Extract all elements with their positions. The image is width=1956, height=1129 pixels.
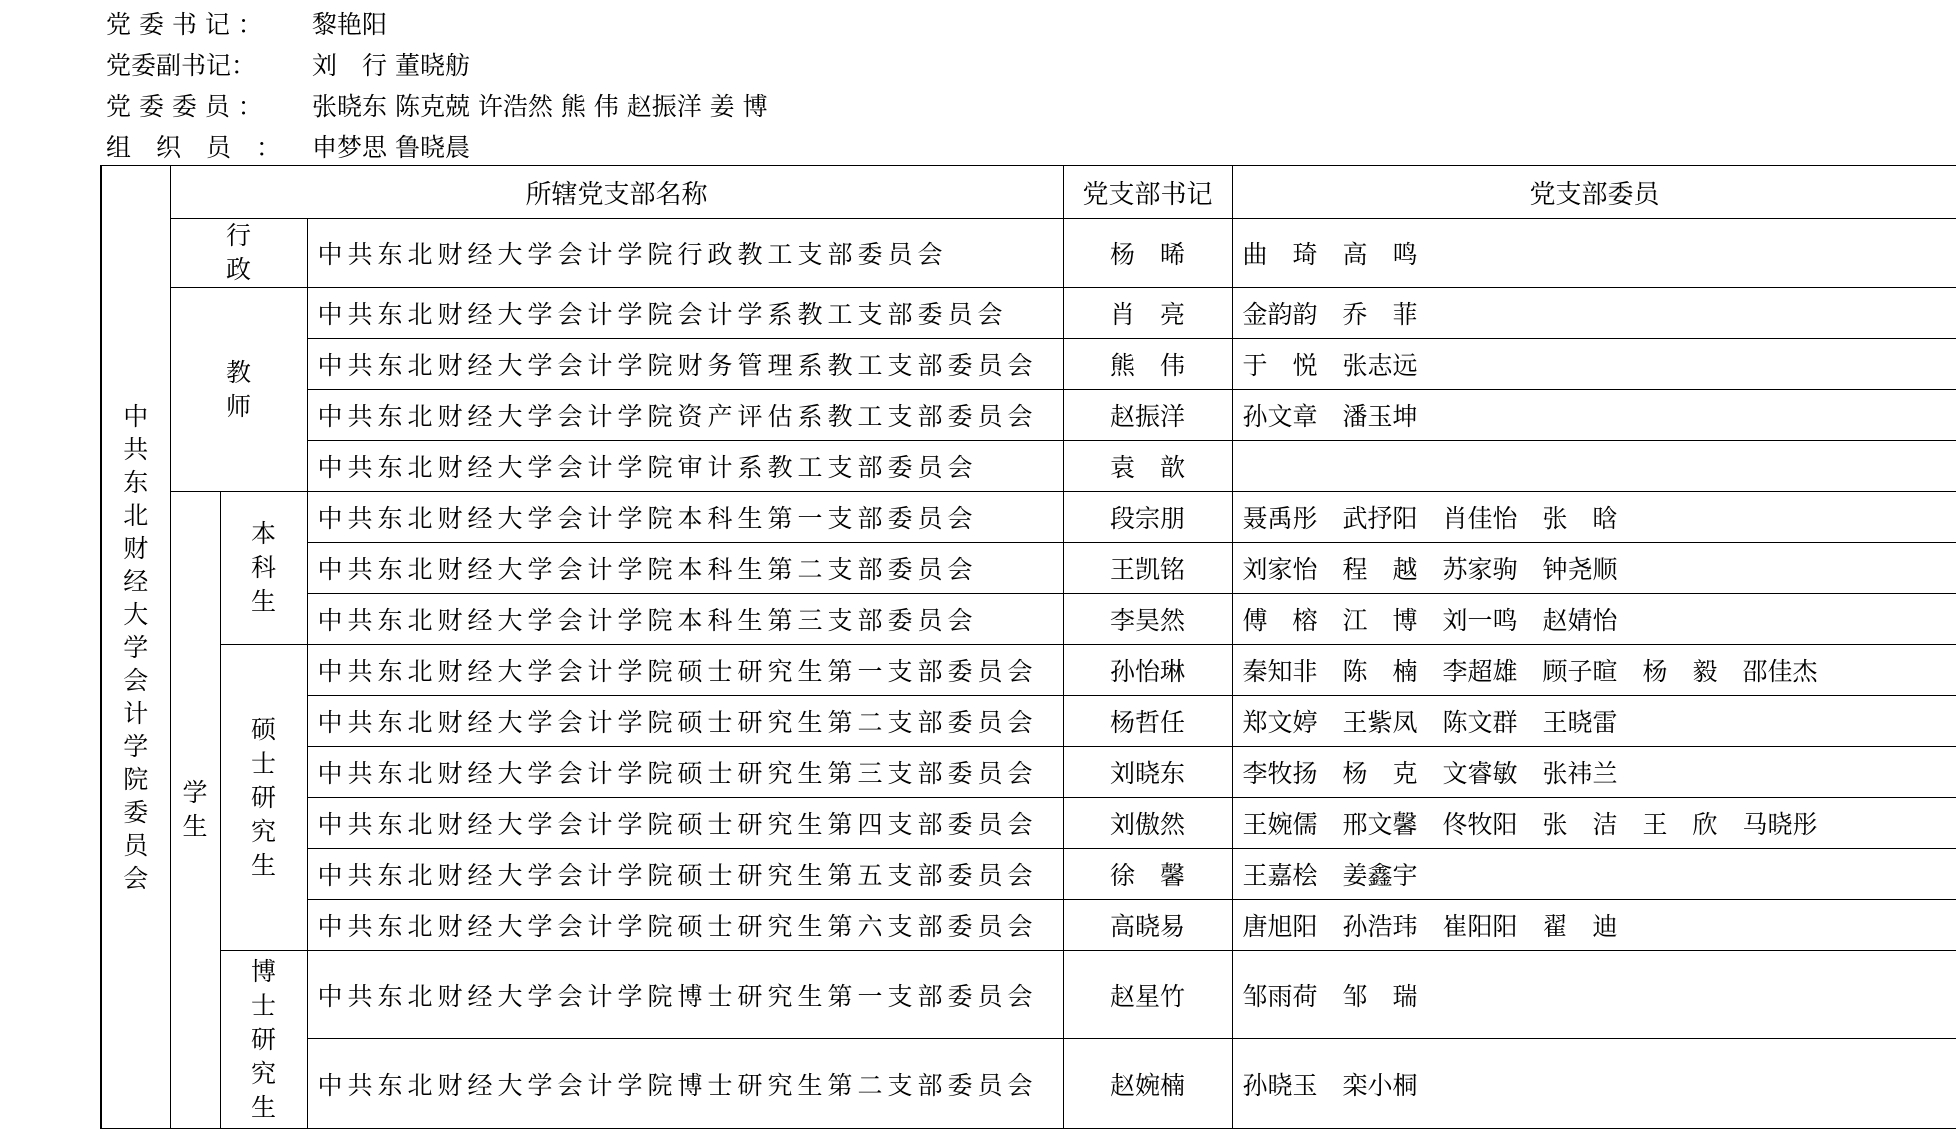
branch-members: 曲 琦 高 鸣 <box>1232 219 1956 288</box>
branch-members: 王嘉桧 姜鑫宇 <box>1232 849 1956 900</box>
branch-secretary: 袁 歆 <box>1063 441 1232 492</box>
table-row <box>101 798 1956 849</box>
table-row <box>101 441 1956 492</box>
branch-secretary: 高晓易 <box>1063 900 1232 951</box>
branch-secretary: 刘晓东 <box>1063 747 1232 798</box>
deputy-value: 刘 行 董晓舫 <box>312 51 470 80</box>
branch-secretary: 赵星竹 <box>1063 951 1232 1039</box>
outer-committee-cell <box>101 166 170 1129</box>
table-row <box>101 849 1956 900</box>
branch-name: 中共东北财经大学会计学院博士研究生第二支部委员会 <box>307 1039 1063 1129</box>
branch-name: 中共东北财经大学会计学院本科生第二支部委员会 <box>307 543 1063 594</box>
header-branch-name: 所辖党支部名称 <box>170 166 1063 219</box>
branch-name: 中共东北财经大学会计学院行政教工支部委员会 <box>307 219 1063 288</box>
branch-secretary: 赵婉楠 <box>1063 1039 1232 1129</box>
group-student <box>170 492 220 1129</box>
table-row <box>101 543 1956 594</box>
branch-name: 中共东北财经大学会计学院硕士研究生第一支部委员会 <box>307 645 1063 696</box>
branch-members: 王婉儒 邢文馨 佟牧阳 张 洁 王 欣 马晓彤 <box>1232 798 1956 849</box>
table-header-row <box>101 166 1956 219</box>
branch-secretary: 孙怡琳 <box>1063 645 1232 696</box>
branch-secretary: 徐 馨 <box>1063 849 1232 900</box>
branch-members: 邹雨荷 邹 瑞 <box>1232 951 1956 1039</box>
secretary-value: 黎艳阳 <box>312 10 388 39</box>
branch-members: 于 悦 张志远 <box>1232 339 1956 390</box>
branch-name: 中共东北财经大学会计学院资产评估系教工支部委员会 <box>307 390 1063 441</box>
branch-secretary: 杨 晞 <box>1063 219 1232 288</box>
outer-committee-label: 中共东北财经大学会计学院委员会 <box>123 401 149 893</box>
header-branch-secretary: 党支部书记 <box>1063 166 1232 219</box>
table-row <box>101 594 1956 645</box>
branch-name: 中共东北财经大学会计学院财务管理系教工支部委员会 <box>307 339 1063 390</box>
branch-name: 中共东北财经大学会计学院硕士研究生第三支部委员会 <box>307 747 1063 798</box>
table-row <box>101 645 1956 696</box>
branch-members: 金韵韵 乔 菲 <box>1232 288 1956 339</box>
committee-header <box>106 4 1806 168</box>
table-row <box>101 696 1956 747</box>
secretary-line <box>106 4 1806 45</box>
branch-members: 孙文章 潘玉坤 <box>1232 390 1956 441</box>
group-master <box>220 645 307 951</box>
branch-name: 中共东北财经大学会计学院审计系教工支部委员会 <box>307 441 1063 492</box>
table-row <box>101 492 1956 543</box>
table-row <box>101 900 1956 951</box>
organizer-label: 组 织 员 ： <box>106 133 282 162</box>
table-row <box>101 1039 1956 1129</box>
group-admin <box>170 219 307 288</box>
table-row <box>101 390 1956 441</box>
group-student-label: 学生 <box>182 778 208 841</box>
branch-members: 唐旭阳 孙浩玮 崔阳阳 翟 迪 <box>1232 900 1956 951</box>
branch-name: 中共东北财经大学会计学院会计学系教工支部委员会 <box>307 288 1063 339</box>
branch-name: 中共东北财经大学会计学院硕士研究生第二支部委员会 <box>307 696 1063 747</box>
branch-name: 中共东北财经大学会计学院硕士研究生第六支部委员会 <box>307 900 1063 951</box>
members-value: 张晓东 陈克兢 许浩然 熊 伟 赵振洋 姜 博 <box>312 92 768 121</box>
table-row <box>101 288 1956 339</box>
group-master-label: 硕士研究生 <box>250 714 276 880</box>
group-teacher-label: 教师 <box>225 357 251 421</box>
branch-table <box>100 165 1956 1129</box>
branch-name: 中共东北财经大学会计学院博士研究生第一支部委员会 <box>307 951 1063 1039</box>
deputy-label: 党委副书记： <box>106 51 257 80</box>
deputy-line <box>106 45 1806 86</box>
branch-secretary: 赵振洋 <box>1063 390 1232 441</box>
header-branch-members: 党支部委员 <box>1232 166 1956 219</box>
branch-secretary: 杨哲任 <box>1063 696 1232 747</box>
branch-secretary: 段宗朋 <box>1063 492 1232 543</box>
branch-members: 傅 榕 江 博 刘一鸣 赵婧怡 <box>1232 594 1956 645</box>
branch-name: 中共东北财经大学会计学院硕士研究生第四支部委员会 <box>307 798 1063 849</box>
table-row <box>101 747 1956 798</box>
table-row <box>101 339 1956 390</box>
branch-secretary: 熊 伟 <box>1063 339 1232 390</box>
branch-secretary: 王凯铭 <box>1063 543 1232 594</box>
branch-name: 中共东北财经大学会计学院硕士研究生第五支部委员会 <box>307 849 1063 900</box>
group-admin-label: 行政 <box>225 221 251 284</box>
branch-members: 李牧扬 杨 克 文睿敏 张祎兰 <box>1232 747 1956 798</box>
branch-secretary: 李昊然 <box>1063 594 1232 645</box>
branch-members <box>1232 441 1956 492</box>
members-label: 党 委 委 员 ： <box>106 92 263 121</box>
group-undergrad-label: 本科生 <box>250 519 276 616</box>
branch-members: 孙晓玉 栾小桐 <box>1232 1039 1956 1129</box>
branch-name: 中共东北财经大学会计学院本科生第三支部委员会 <box>307 594 1063 645</box>
group-phd-label: 博士研究生 <box>250 956 276 1122</box>
group-phd <box>220 951 307 1129</box>
table-row <box>101 219 1956 288</box>
group-teacher <box>170 288 307 492</box>
branch-secretary: 肖 亮 <box>1063 288 1232 339</box>
secretary-label: 党 委 书 记 ： <box>106 10 263 39</box>
group-undergrad <box>220 492 307 645</box>
members-line <box>106 86 1806 127</box>
branch-members: 刘家怡 程 越 苏家驹 钟尧顺 <box>1232 543 1956 594</box>
organizer-line <box>106 127 1806 168</box>
branch-secretary: 刘傲然 <box>1063 798 1232 849</box>
organizer-value: 申梦思 鲁晓晨 <box>312 133 470 162</box>
branch-members: 秦知非 陈 楠 李超雄 顾子暄 杨 毅 邵佳杰 <box>1232 645 1956 696</box>
branch-table-wrapper <box>100 165 1956 1127</box>
branch-name: 中共东北财经大学会计学院本科生第一支部委员会 <box>307 492 1063 543</box>
branch-members: 郑文婷 王紫凤 陈文群 王晓雷 <box>1232 696 1956 747</box>
table-row <box>101 951 1956 1039</box>
branch-members: 聂禹彤 武抒阳 肖佳怡 张 晗 <box>1232 492 1956 543</box>
